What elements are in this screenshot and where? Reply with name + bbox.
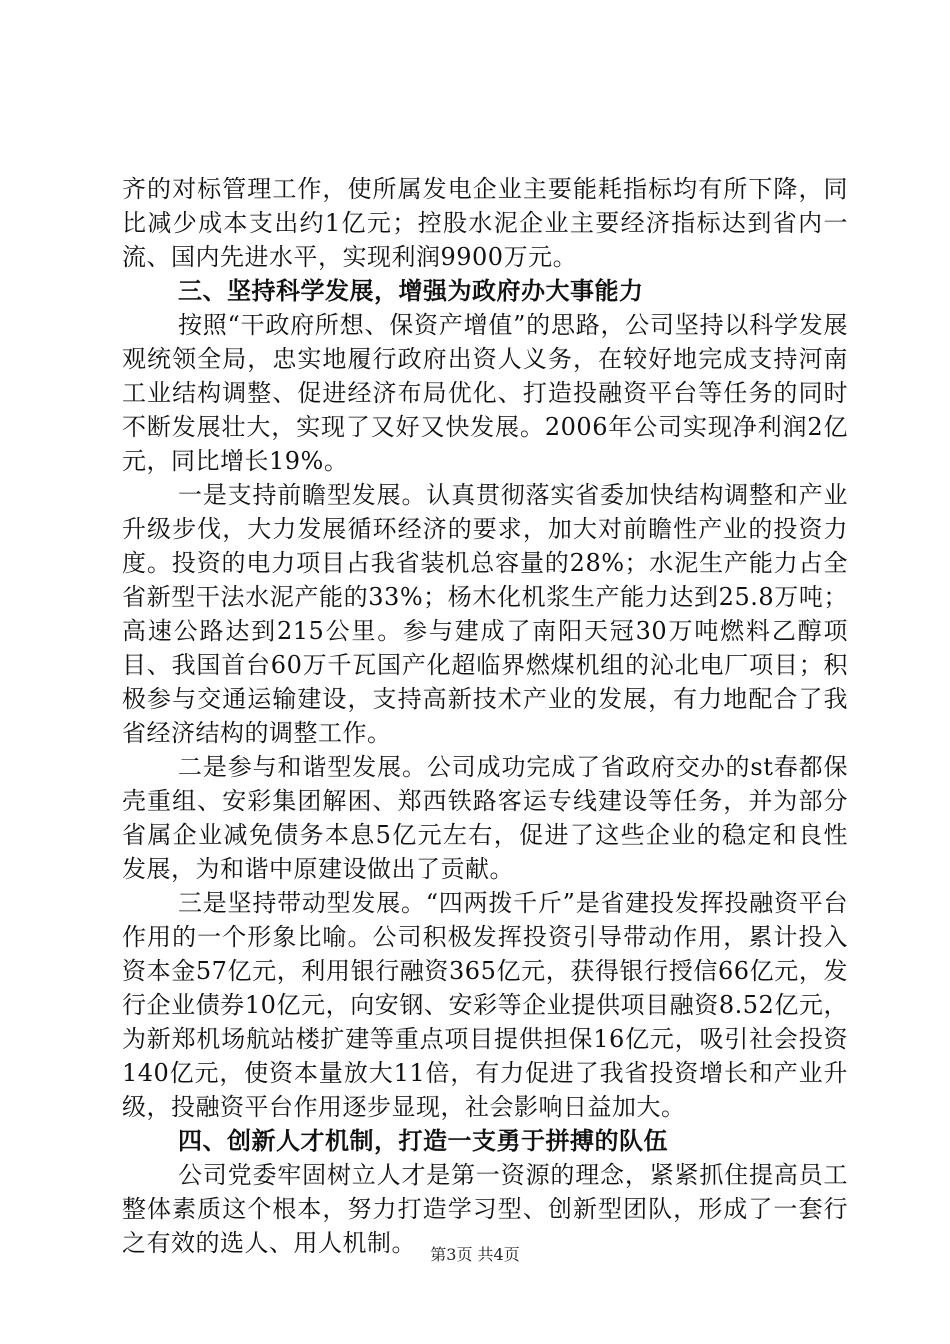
paragraph-harmonious-development: 二是参与和谐型发展。公司成功完成了省政府交办的st春都保壳重组、安彩集团解困、郑西铁路客运专线建设等任务，并为部分省属企业减免债务本息5亿元左右，促进了这些企业的稳定和良性发展，为和谐中原建设做出了贡献。 <box>122 753 848 883</box>
paragraph-talent-mechanism: 公司党委牢固树立人才是第一资源的理念，紧紧抓住提高员工整体素质这个根本，努力打造学习型、创新型团队，形成了一套行之有效的选人、用人机制。 <box>122 1161 848 1257</box>
section-heading-3: 三、坚持科学发展，增强为政府办大事能力 <box>178 277 644 305</box>
paragraph-section-3-intro: 按照“干政府所想、保资产增值”的思路，公司坚持以科学发展观统领全局，忠实地履行政府出资人义务，在较好地完成支持河南工业结构调整、促进经济布局优化、打造投融资平台等任务的同时不断发展壮大，实现了又好又快发展。2006年公司实现净利润2亿元，同比增长19%。 <box>122 311 848 475</box>
paragraph-driving-development: 三是坚持带动型发展。“四两拨千斤”是省建投发挥投融资平台作用的一个形象比喻。公司积极发挥投资引导带动作用，累计投入资本金57亿元，利用银行融资365亿元，获得银行授信66亿元，发行企业债券10亿元，向安钢、安彩等企业提供项目融资8.52亿元，为新郑机场航站楼扩建等重点项目提供担保16亿元，吸引社会投资140亿元，使资本量放大11倍，有力促进了我省投资增长和产业升级，投融资平台作用逐步显现，社会影响日益加大。 <box>122 889 848 1121</box>
paragraph-continuation: 齐的对标管理工作，使所属发电企业主要能耗指标均有所下降，同比减少成本支出约1亿元；控股水泥企业主要经济指标达到省内一流、国内先进水平，实现利润9900万元。 <box>122 175 848 271</box>
section-heading-4: 四、创新人才机制，打造一支勇于拼搏的队伍 <box>178 1127 668 1155</box>
paragraph-forward-looking-development: 一是支持前瞻型发展。认真贯彻落实省委加快结构调整和产业升级步伐，大力发展循环经济的要求，加大对前瞻性产业的投资力度。投资的电力项目占我省装机总容量的28%；水泥生产能力占全省新型干法水泥产能的33%；杨木化机浆生产能力达到25.8万吨；高速公路达到215公里。参与建成了南阳天冠30万吨燃料乙醇项目、我国首台60万千瓦国产化超临界燃煤机组的沁北电厂项目；积极参与交通运输建设，支持高新技术产业的发展，有力地配合了我省经济结构的调整工作。 <box>122 481 848 747</box>
page-number-footer: 第3页 共4页 <box>430 1245 520 1264</box>
document-body <box>122 172 848 1260</box>
